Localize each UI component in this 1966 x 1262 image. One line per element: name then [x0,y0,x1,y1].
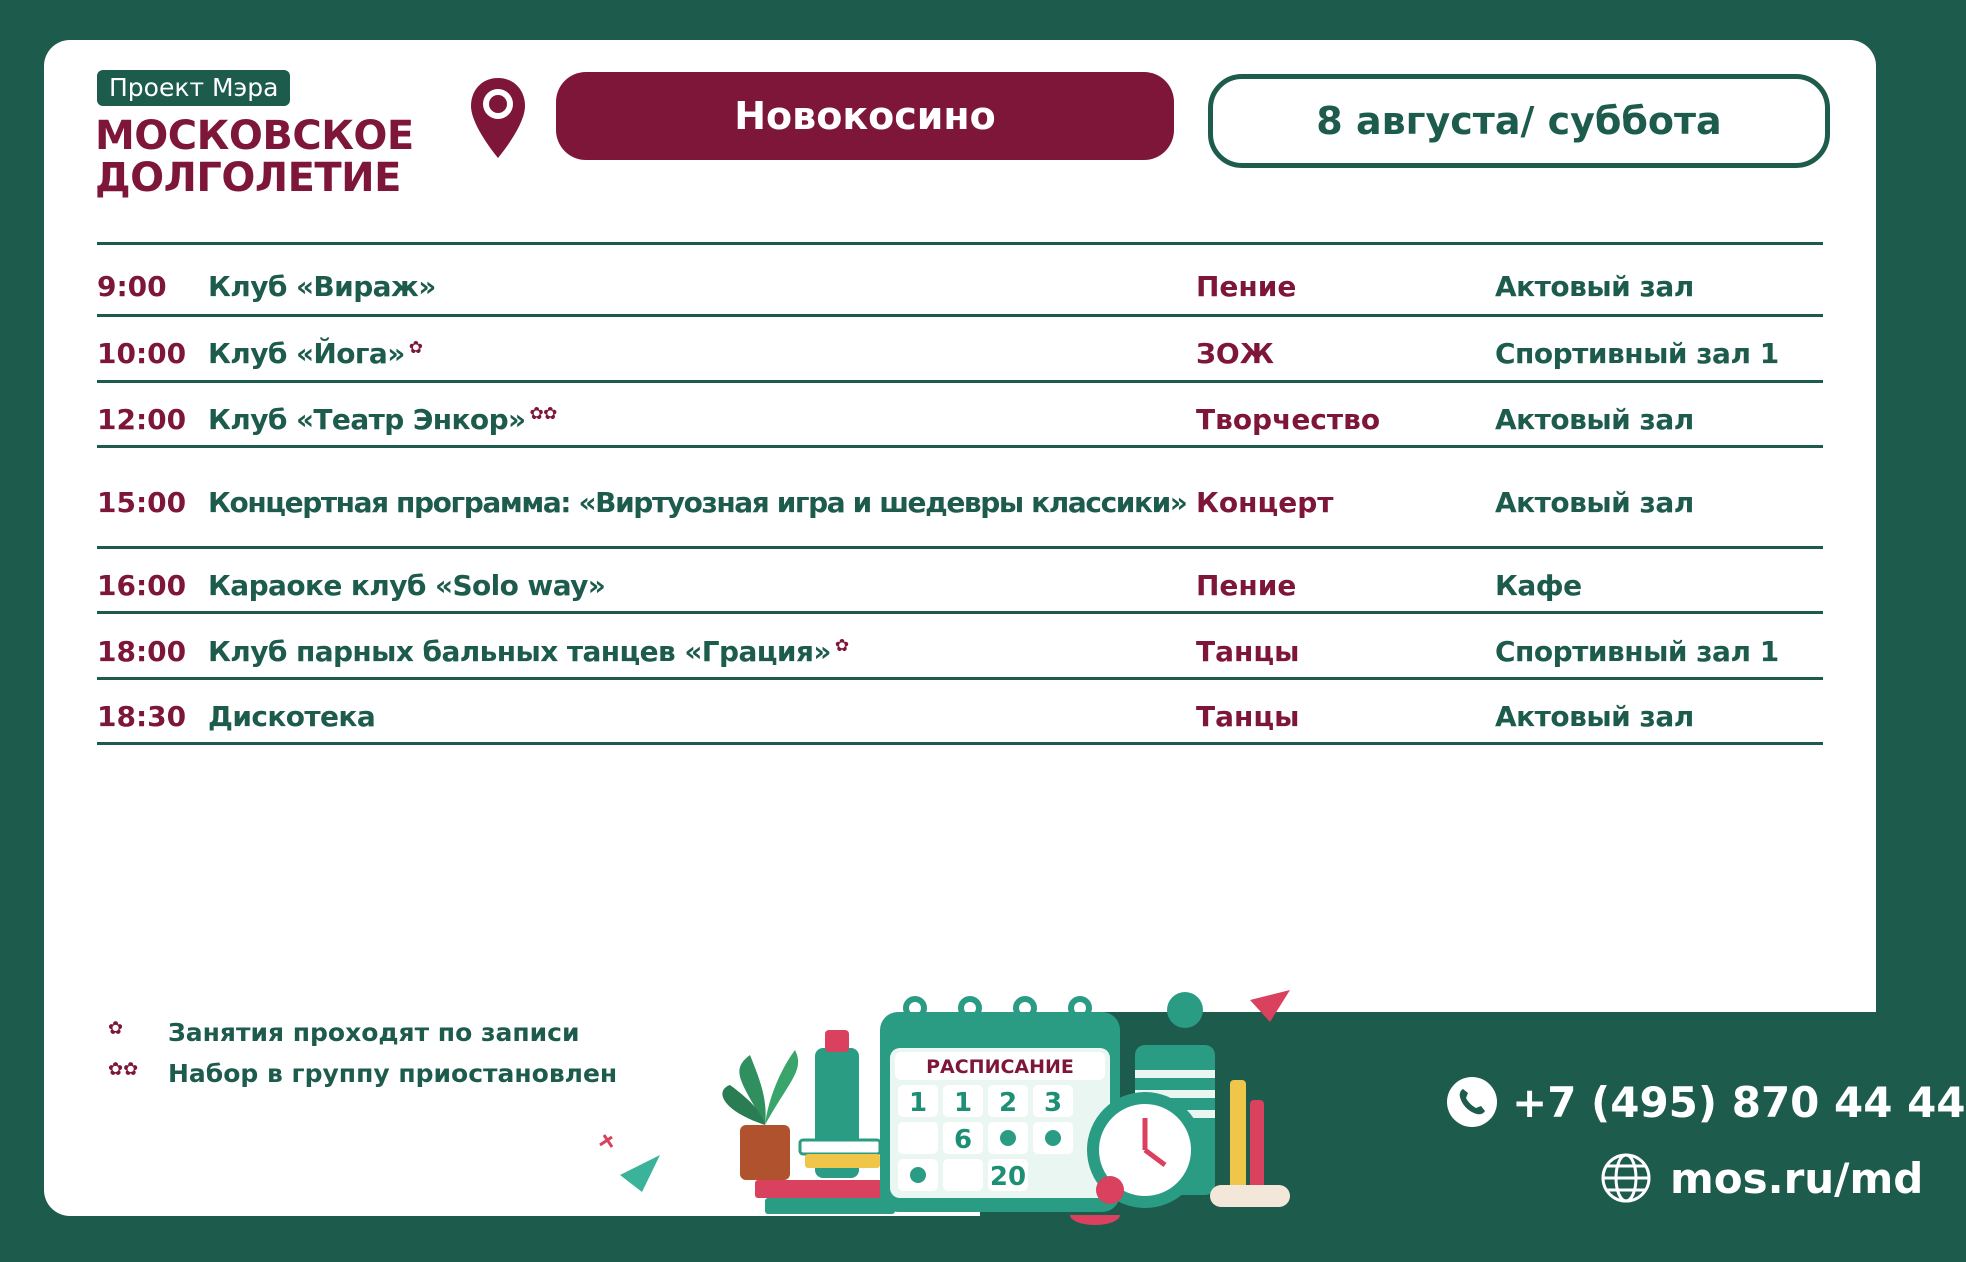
row-divider [97,546,1823,549]
record-required-marker: ✿ [408,338,423,358]
calendar-cell: 20 [989,1162,1027,1192]
row-name: Дискотека [208,700,376,733]
row-room: Актовый зал [1495,486,1694,519]
calendar-cell: 6 [953,1125,973,1155]
row-room: Спортивный зал 1 [1495,337,1779,370]
calendar-cell: 1 [953,1088,973,1118]
location-pin-icon [468,76,528,160]
row-category: ЗОЖ [1196,337,1274,370]
legend-text: Набор в группу приостановлен [168,1059,618,1088]
website-link[interactable]: mos.ru/md [1670,1154,1924,1203]
date-label: 8 августа/ суббота [1208,74,1830,168]
row-name: Клуб парных бальных танцев «Грация» ✿ [208,635,849,668]
record-required-marker: ✿ [834,636,849,656]
calendar-cell: 3 [1043,1088,1063,1118]
row-time: 18:30 [97,700,187,733]
row-category: Творчество [1196,403,1381,436]
enrollment-closed-marker: ✿✿ [529,404,557,424]
row-divider [97,677,1823,680]
calendar-cell: 1 [908,1088,928,1118]
phone-number: +7 (495) 870 44 44 [1512,1078,1966,1127]
legend-marker: ✿✿ [108,1059,139,1080]
project-badge: Проект Мэра [97,70,290,106]
row-category: Танцы [1196,700,1300,733]
row-name: Клуб «Йога» ✿ [208,337,423,370]
row-room: Спортивный зал 1 [1495,635,1779,668]
row-time: 15:00 [97,486,187,519]
row-name: Клуб «Театр Энкор» ✿✿ [208,403,557,436]
row-room: Кафе [1495,569,1582,602]
row-divider [97,380,1823,383]
brand-line-2: ДОЛГОЛЕТИЕ [95,155,401,201]
row-divider [97,445,1823,448]
row-time: 9:00 [97,270,167,303]
row-time: 10:00 [97,337,187,370]
row-divider [97,314,1823,317]
row-name: Караоке клуб «Solo way» [208,569,606,602]
row-name: Концертная программа: «Виртуозная игра и шедевры классики» [208,486,1187,519]
legend-text: Занятия проходят по записи [168,1018,580,1047]
row-category: Пение [1196,569,1297,602]
legend-item [108,1018,579,1047]
calendar-header: РАСПИСАНИЕ [926,1056,1074,1078]
district-label: Новокосино [556,72,1174,160]
row-time: 12:00 [97,403,187,436]
row-divider [97,611,1823,614]
legend-item [108,1059,617,1088]
table-top-rule [97,242,1823,245]
row-room: Актовый зал [1495,403,1694,436]
table-bottom-rule [97,742,1823,745]
row-category: Танцы [1196,635,1300,668]
row-category: Пение [1196,270,1297,303]
row-time: 18:00 [97,635,187,668]
row-category: Концерт [1196,486,1334,519]
row-room: Актовый зал [1495,270,1694,303]
legend-marker: ✿ [108,1018,124,1039]
globe-icon [1600,1152,1652,1204]
row-name: Клуб «Вираж» [208,270,436,303]
schedule-illustration [590,960,1310,1225]
calendar-cell: 2 [998,1088,1018,1118]
phone-icon [1446,1076,1498,1128]
row-time: 16:00 [97,569,187,602]
brand-line-1: МОСКОВСКОЕ [95,113,414,159]
row-room: Актовый зал [1495,700,1694,733]
